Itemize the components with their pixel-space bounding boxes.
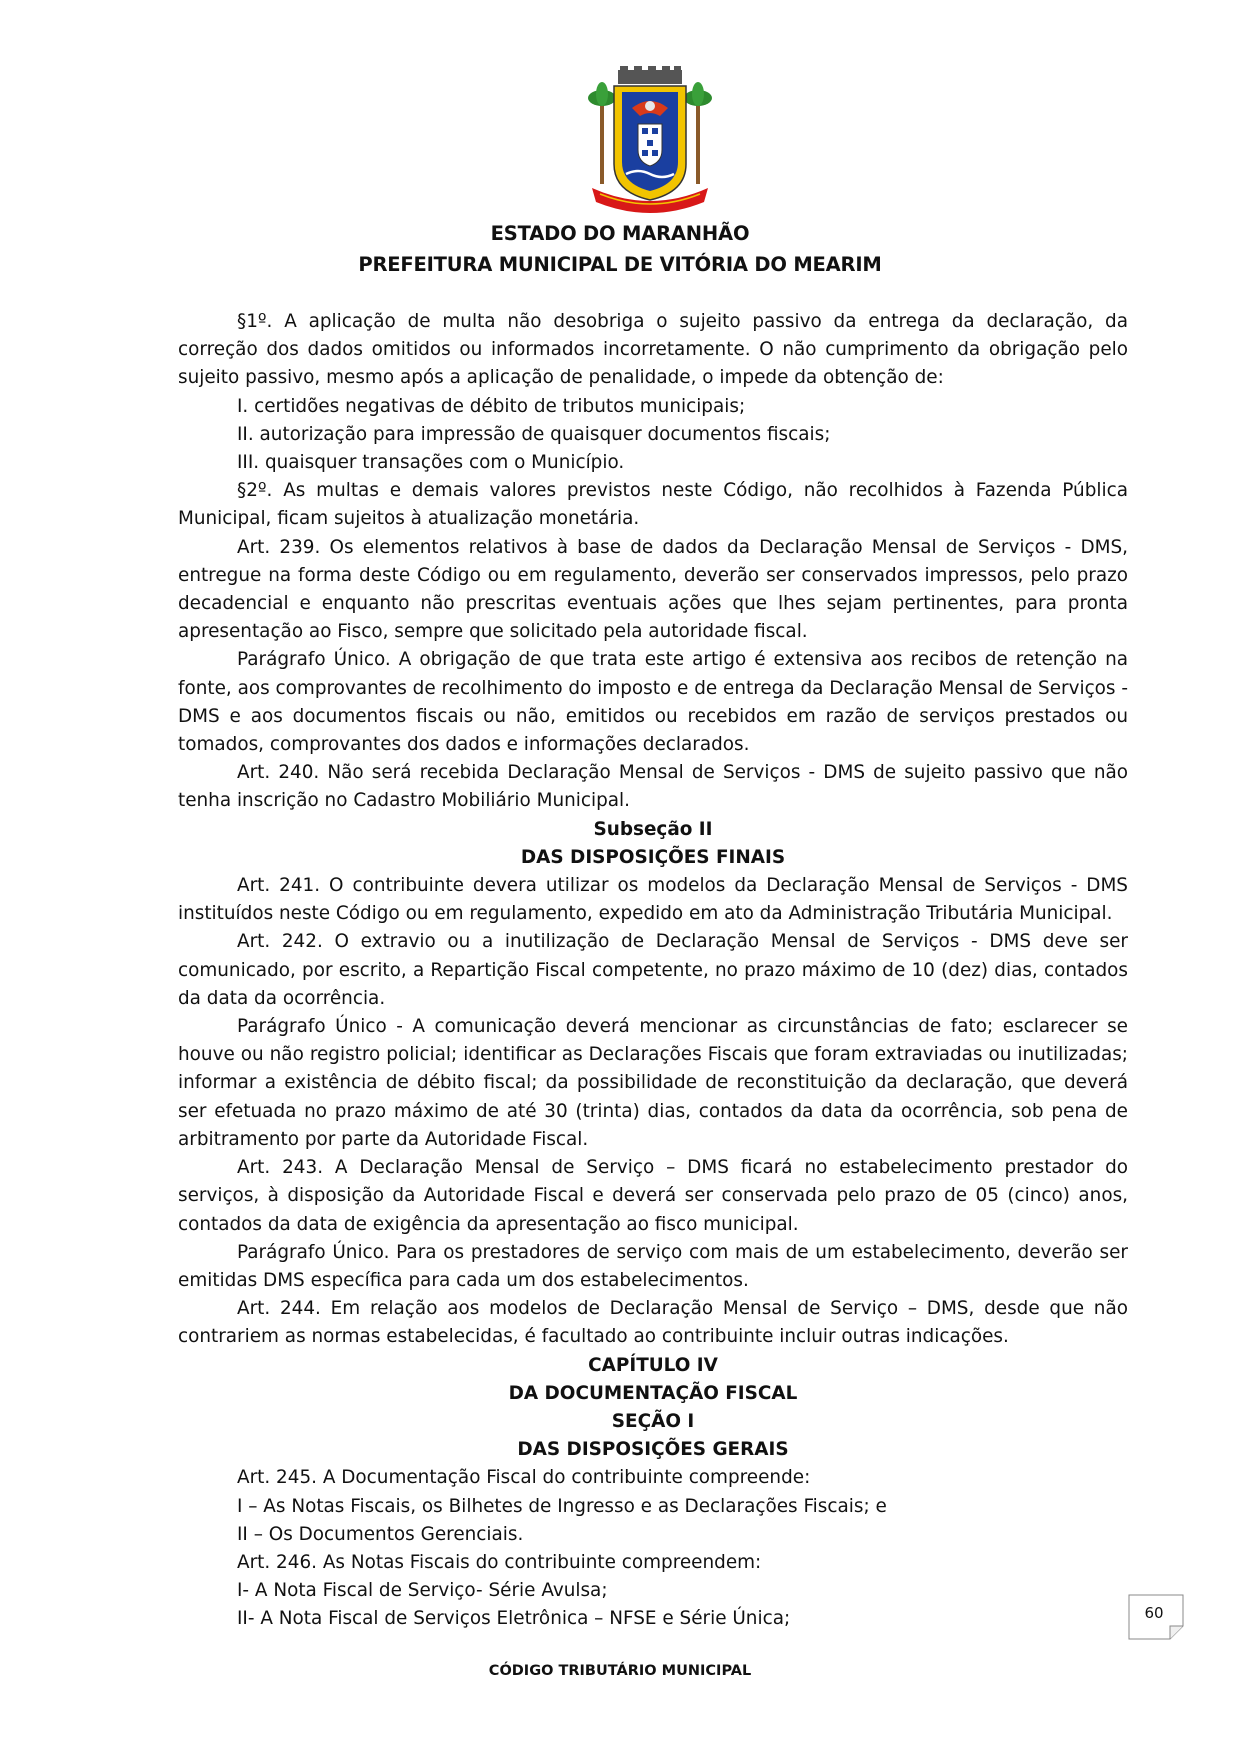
list-item-inciso-i: I. certidões negativas de débito de tributos municipais; [237, 395, 746, 417]
article-243-sole-paragraph: Parágrafo Único. Para os prestadores de serviço com mais de um estabelecimento, deverão ser emitidas DMS específica para cada um dos estabelecimentos. [178, 1241, 1128, 1291]
article-245: Art. 245. A Documentação Fiscal do contribuinte compreende: [237, 1467, 811, 1489]
section-heading: SEÇÃO I [611, 1410, 695, 1432]
chapter-heading: CAPÍTULO IV [588, 1354, 718, 1376]
article-243: Art. 243. A Declaração Mensal de Serviço – DMS ficará no estabelecimento prestador do serviços, à disposição da Autoridade Fiscal e deverá ser conservada pelo prazo de 05 (cinco) anos, contados da data de exigência da apresentação ao fisco municipal. [178, 1157, 1128, 1235]
paragraph-1-paragraph: §1º. A aplicação de multa não desobriga o sujeito passivo da entrega da declaração, da correção dos dados omitidos ou informados incorretamente. O não cumprimento da obrigação pelo sujeito passivo, mesmo após a aplicação de penalidade, o impede da obtenção de: [178, 311, 1128, 389]
list-item-inciso-iii: III. quaisquer transações com o Município. [237, 452, 625, 474]
list-item-inciso-ii: II. autorização para impressão de quaisquer documentos fiscais; [237, 423, 831, 445]
article-239: Art. 239. Os elementos relativos à base de dados da Declaração Mensal de Serviços - DMS, entregue na forma deste Código ou em regulamento, deverão ser conservados impressos, pelo prazo decadencial e enquanto não prescritas eventuais ações que lhes sejam pertinentes, para pronta apresentação ao Fisco, sempre que solicitado pela autoridade fiscal. [178, 536, 1128, 643]
list-item-article-246-ii: II- A Nota Fiscal de Serviços Eletrônica – NFSE e Série Única; [237, 1608, 791, 1630]
subsection-heading: Subseção II [593, 818, 713, 840]
municipal-crest-emblem [586, 64, 714, 214]
article-242-sole-paragraph: Parágrafo Único - A comunicação deverá mencionar as circunstâncias de fato; esclarecer se houve ou não registro policial; identificar as Declarações Fiscais que foram extraviadas ou inutilizadas; informar a existência de débito fiscal; da possibilidade de reconstituição da declaração, que deverá ser efetuada no prazo máximo de até 30 (trinta) dias, contados da data da ocorrência, sob pena de arbitramento por parte da Autoridade Fiscal. [178, 1016, 1128, 1150]
article-246: Art. 246. As Notas Fiscais do contribuinte compreendem: [237, 1551, 762, 1573]
article-240: Art. 240. Não será recebida Declaração Mensal de Serviços - DMS de sujeito passivo que não tenha inscrição no Cadastro Mobiliário Municipal. [178, 762, 1128, 812]
list-item-article-245-ii: II – Os Documentos Gerenciais. [237, 1523, 524, 1545]
article-242: Art. 242. O extravio ou a inutilização de Declaração Mensal de Serviços - DMS deve ser comunicado, por escrito, a Repartição Fiscal competente, no prazo máximo de 10 (dez) dias, contados da data da ocorrência. [178, 931, 1128, 1009]
article-239-sole-paragraph: Parágrafo Único. A obrigação de que trata este artigo é extensiva aos recibos de retenção na fonte, aos comprovantes de recolhimento do imposto e de entrega da Declaração Mensal de Serviços - DMS e aos documentos fiscais ou não, emitidos ou recebidos em razão de serviços prestados ou tomados, comprovantes dos dados e informações declarados. [178, 649, 1128, 756]
section-title: DAS DISPOSIÇÕES GERAIS [517, 1439, 789, 1461]
header-prefecture-title: PREFEITURA MUNICIPAL DE VITÓRIA DO MEARIM [358, 253, 882, 276]
paragraph-2-paragraph: §2º. As multas e demais valores previstos neste Código, não recolhidos à Fazenda Pública Municipal, ficam sujeitos à atualização monetária. [178, 480, 1128, 530]
subsection-title: DAS DISPOSIÇÕES FINAIS [520, 846, 786, 868]
document-footer: CÓDIGO TRIBUTÁRIO MUNICIPAL [488, 1663, 752, 1679]
list-item-article-245-i: I – As Notas Fiscais, os Bilhetes de Ingresso e as Declarações Fiscais; e [237, 1495, 887, 1517]
list-item-article-246-i: I- A Nota Fiscal de Serviço- Série Avulsa; [237, 1580, 608, 1602]
document-body [178, 308, 1128, 1634]
article-241: Art. 241. O contribuinte devera utilizar os modelos da Declaração Mensal de Serviços - DMS instituídos neste Código ou em regulamento, expedido em ato da Administração Tributária Municipal. [178, 875, 1128, 925]
chapter-title: DA DOCUMENTAÇÃO FISCAL [508, 1382, 798, 1404]
header-state-title: ESTADO DO MARANHÃO [490, 222, 750, 245]
article-244: Art. 244. Em relação aos modelos de Declaração Mensal de Serviço – DMS, desde que não contrariem as normas estabelecidas, é facultado ao contribuinte incluir outras indicações. [178, 1298, 1128, 1348]
page-number: 60 [1144, 1604, 1164, 1622]
